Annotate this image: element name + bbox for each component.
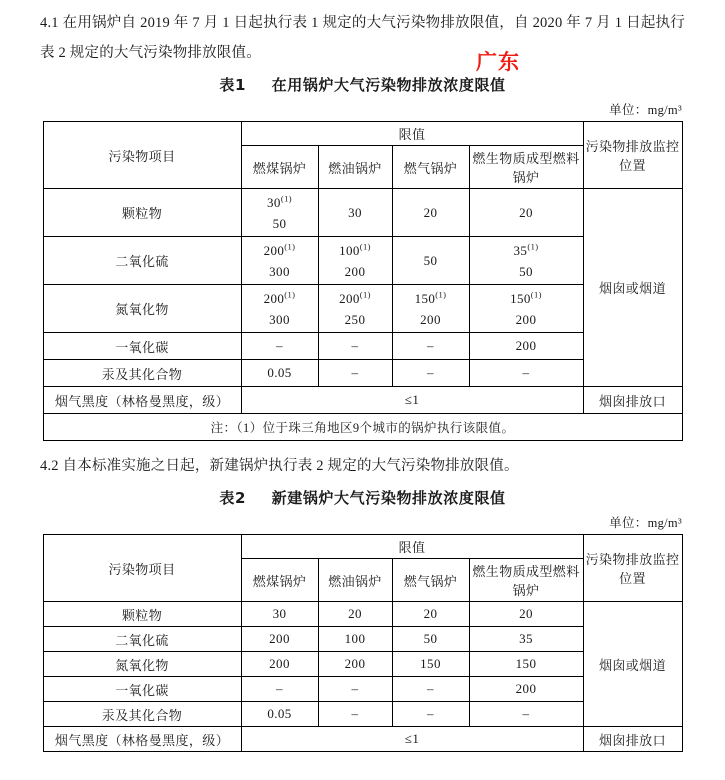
table2-location-main: 烟囱或烟道 [583, 602, 682, 727]
table2-caption-title: 新建锅炉大气污染物排放浓度限值 [271, 489, 506, 507]
table2-row2-gas: 150 [392, 652, 469, 677]
table1-row3-item: 一氧化碳 [43, 333, 241, 360]
table2-row0-biomass: 20 [469, 602, 583, 627]
table2-row2-oil: 200 [318, 652, 392, 677]
table1-row4-item: 汞及其化合物 [43, 360, 241, 387]
table1-location-main: 烟囱或烟道 [583, 189, 682, 387]
footnote-marker: (1) [284, 289, 296, 300]
table-row [43, 189, 682, 237]
table1-unit-label: 单位： [609, 103, 648, 117]
dual-value [244, 192, 316, 234]
footnote-marker: (1) [359, 241, 371, 252]
value-top: 35$^{(1)}$ [513, 241, 539, 258]
table2-row2-biomass: 150 [469, 652, 583, 677]
dual-value [321, 240, 390, 282]
value-top: 150$^{(1)}$ [414, 289, 447, 306]
table2-header-oil: 燃油锅炉 [318, 559, 392, 602]
table1-caption-title: 在用锅炉大气污染物排放浓度限值 [271, 76, 506, 94]
table1-row1-gas: 50 [392, 237, 469, 285]
value-bottom: 250 [344, 311, 366, 327]
table1-unit-line [40, 97, 685, 121]
value-bottom: 300 [269, 263, 290, 279]
value-top: 100$^{(1)}$ [339, 241, 371, 258]
value-top: 200$^{(1)}$ [339, 289, 371, 306]
table1-row2-biomass [469, 285, 583, 333]
table2-row3-biomass: 200 [469, 677, 583, 702]
table1-row3-oil: – [318, 333, 392, 360]
table1-row0-gas: 20 [392, 189, 469, 237]
table1-smoke-location: 烟囱排放口 [583, 387, 682, 414]
value-top: 200$^{(1)}$ [263, 241, 296, 258]
value-top: 200$^{(1)}$ [263, 289, 296, 306]
value-top: 30$^{(1)}$ [267, 193, 292, 210]
table1-row1-oil [318, 237, 392, 285]
table2-emission-limits [43, 534, 683, 752]
footnote-marker: (1) [284, 241, 296, 252]
table2-smoke-location: 烟囱排放口 [583, 727, 682, 752]
table1-note-row [43, 414, 682, 441]
table1-row3-gas: – [392, 333, 469, 360]
table2-row2-coal: 200 [241, 652, 318, 677]
table1-smoke-row [43, 387, 682, 414]
table1-note: 注：（1）位于珠三角地区9个城市的锅炉执行该限值。 [43, 414, 682, 441]
value-bottom: 50 [519, 263, 533, 279]
table2-row4-item: 汞及其化合物 [43, 702, 241, 727]
table1-row2-coal [241, 285, 318, 333]
table1-row0-item: 颗粒物 [43, 189, 241, 237]
table2-row4-biomass: – [469, 702, 583, 727]
footnote-marker: (1) [530, 289, 542, 300]
table2-header-coal: 燃煤锅炉 [241, 559, 318, 602]
table2-smoke-label: 烟气黑度（林格曼黑度，级） [43, 727, 241, 752]
table1-row1-biomass [469, 237, 583, 285]
value-top: 150$^{(1)}$ [510, 289, 542, 306]
table2-header-limit-group: 限值 [241, 535, 583, 559]
paragraph-4-1: 4.1 在用锅炉自 2019 年 7 月 1 日起执行表 1 规定的大气污染物排放限值，自 2020 年 7 月 1 日起执行表 2 规定的大气污染物排放限值。 [40, 15, 685, 61]
table1-smoke-label: 烟气黑度（林格曼黑度，级） [43, 387, 241, 414]
table1-header-location: 污染物排放监控位置 [583, 122, 682, 189]
table1-header-coal: 燃煤锅炉 [241, 146, 318, 189]
table2-row2-item: 氮氧化物 [43, 652, 241, 677]
footnote-marker: (1) [359, 289, 371, 300]
table2-header-row-1 [43, 535, 682, 559]
table1-header-row-1 [43, 122, 682, 146]
table2-row1-gas: 50 [392, 627, 469, 652]
table2-unit-line [40, 510, 685, 534]
table1-row2-item: 氮氧化物 [43, 285, 241, 333]
table2-row1-coal: 200 [241, 627, 318, 652]
table1-row3-coal: – [241, 333, 318, 360]
table2-row1-item: 二氧化硫 [43, 627, 241, 652]
table1-row1-coal [241, 237, 318, 285]
value-bottom: 200 [344, 263, 366, 279]
table2-smoke-value: ≤1 [241, 727, 583, 752]
table1-row4-coal: 0.05 [241, 360, 318, 387]
table1-row2-gas [392, 285, 469, 333]
table2-caption [40, 481, 685, 510]
table1-row0-coal [241, 189, 318, 237]
table1-header-oil: 燃油锅炉 [318, 146, 392, 189]
table1-row4-gas: – [392, 360, 469, 387]
paragraph-4-2: 4.2 自本标准实施之日起，新建锅炉执行表 2 规定的大气污染物排放限值。 [40, 458, 519, 474]
table2-header-gas: 燃气锅炉 [392, 559, 469, 602]
table2-header-item: 污染物项目 [43, 535, 241, 602]
table-row [43, 602, 682, 627]
table2-unit-value: mg/m³ [647, 516, 682, 530]
table1-header-item: 污染物项目 [43, 122, 241, 189]
dual-value [321, 288, 390, 330]
footnote-marker: (1) [435, 289, 447, 300]
table2-row3-gas: – [392, 677, 469, 702]
value-bottom: 200 [420, 311, 441, 327]
table2-row1-oil: 100 [318, 627, 392, 652]
table2-row4-gas: – [392, 702, 469, 727]
dual-value [472, 288, 581, 330]
table2-row0-item: 颗粒物 [43, 602, 241, 627]
dual-value [472, 240, 581, 282]
value-bottom: 200 [515, 311, 537, 327]
value-bottom: 300 [269, 311, 290, 327]
table2-smoke-row [43, 727, 682, 752]
table1-row4-biomass: – [469, 360, 583, 387]
footnote-marker: (1) [280, 193, 292, 204]
dual-value [244, 288, 316, 330]
table1-row1-item: 二氧化硫 [43, 237, 241, 285]
table1-row0-biomass: 20 [469, 189, 583, 237]
table2-unit-label: 单位： [609, 516, 648, 530]
table2-caption-label: 表2 [219, 489, 246, 507]
table2-header-biomass: 燃生物质成型燃料锅炉 [469, 559, 583, 602]
table2-row0-oil: 20 [318, 602, 392, 627]
table1-unit-value: mg/m³ [647, 103, 682, 117]
value-bottom: 50 [272, 215, 287, 231]
table2-row3-oil: – [318, 677, 392, 702]
table1-header-limit-group: 限值 [241, 122, 583, 146]
table1-row2-oil [318, 285, 392, 333]
table1-row3-biomass: 200 [469, 333, 583, 360]
table1-emission-limits [43, 121, 683, 441]
table1-header-gas: 燃气锅炉 [392, 146, 469, 189]
footnote-marker: (1) [527, 241, 539, 252]
dual-value [395, 288, 467, 330]
table2-row4-oil: – [318, 702, 392, 727]
table1-smoke-value: ≤1 [241, 387, 583, 414]
table2-row3-item: 一氧化碳 [43, 677, 241, 702]
table1-caption-label: 表1 [219, 76, 246, 94]
table1-row0-oil: 30 [318, 189, 392, 237]
table1-row4-oil: – [318, 360, 392, 387]
table2-header-location: 污染物排放监控位置 [583, 535, 682, 602]
dual-value [244, 240, 316, 282]
table2-row0-coal: 30 [241, 602, 318, 627]
table1-header-biomass: 燃生物质成型燃料锅炉 [469, 146, 583, 189]
guangdong-stamp: 广东 [476, 50, 520, 74]
table2-row4-coal: 0.05 [241, 702, 318, 727]
table2-row0-gas: 20 [392, 602, 469, 627]
table2-row1-biomass: 35 [469, 627, 583, 652]
table2-row3-coal: – [241, 677, 318, 702]
table1-caption [40, 68, 685, 97]
